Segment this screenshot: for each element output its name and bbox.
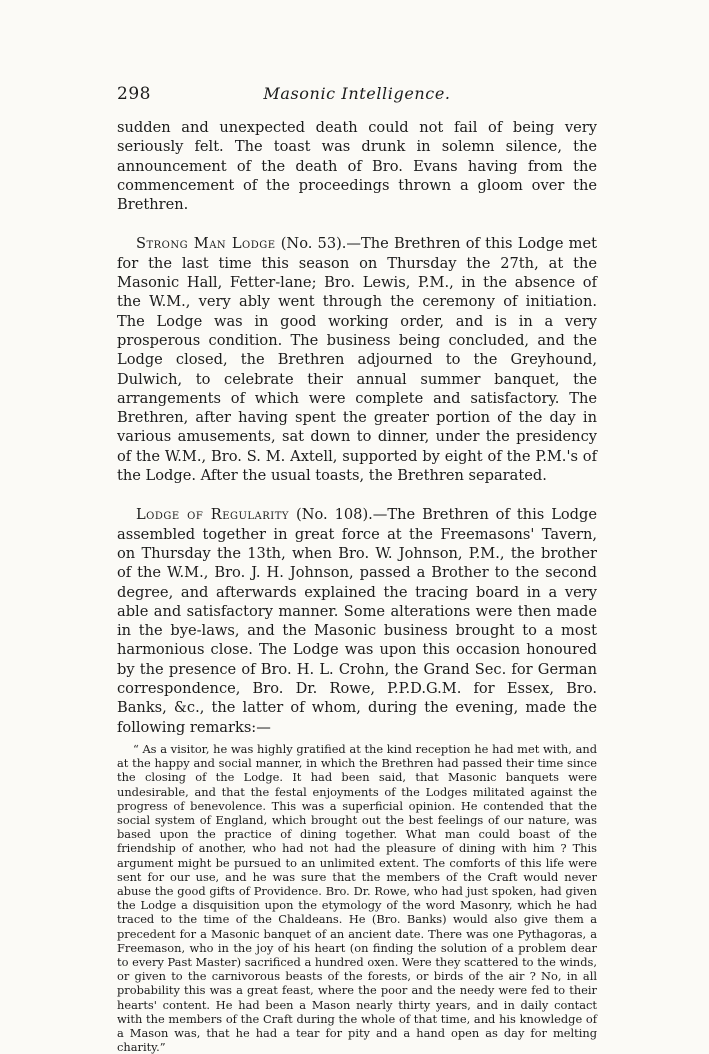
lodge-of-regularity-text: (No. 108).—The Brethren of this Lodge assembled together in great force at the Freemasons' Tavern, on Thursday the 13th, when Bro. W. Johnson, P.M., the brother of the W.M., Bro. J. H. Johnson, passed a Brother to the second degree, and afterwards explained the tracing board in a very able and satisfactory manner. Some alterations were then made in the bye-laws, and the Masonic business brought to a most harmonious close. The Lodge was upon this occasion honoured by the presence of Bro. H. L. Crohn, the Grand Sec. for German correspondence, Bro. Dr. Rowe, P.P.D.G.M. for Essex, Bro. Banks, &c., the latter of whom, during the evening, made the following remarks:—: [117, 506, 597, 736]
paragraph-evans-toast: sudden and unexpected death could not fail of being very seriously felt. The toast was drunk in solemn silence, the announcement of the death of Bro. Evans having from the commencement of the proceedings thrown a gloom over the Brethren.: [117, 119, 597, 214]
page-number: 298: [117, 84, 151, 104]
lodge-heading-strong-man: Strong Man Lodge: [135, 235, 276, 253]
strong-man-lodge-text: (No. 53).—The Brethren of this Lodge met for the last time this season on Thursday the 27th, at the Masonic Hall, Fetter-lane; Bro. Lewis, P.M., in the absence of the W.M., very ably went through the ceremony of initiation. The Lodge was in good working order, and is in a very prosperous condition. The business being concluded, and the Lodge closed, the Brethren adjourned to the Greyhound, Dulwich, to celebrate their annual summer banquet, the arrangements of which were complete and satisfactory. The Brethren, after having spent the greater portion of the day in various amusements, sat down to dinner, under the presidency of the W.M., Bro. S. M. Axtell, supported by eight of the P.M.'s of the Lodge. After the usual toasts, the Brethren separated.: [117, 235, 597, 485]
running-title: Masonic Intelligence.: [263, 84, 451, 103]
quotation-bro-banks: “ As a visitor, he was highly gratified at the kind reception he had met with, and at the happy and social manner, in which the Brethren had passed their time since the closing of the Lodge. It had been said, that Masonic banquets were undesirable, and that the festal enjoyments of the Lodges militated against the progress of benevolence. This was a superficial opinion. He contended that the social system of England, which brought out the best feelings of our nature, was based upon the practice of dining together. What man could boast of the friendship of another, who had not had the pleasure of dining with him ? This argument might be pursued to an unlimited extent. The comforts of this life were sent for our use, and he was sure that the members of the Craft would never abuse the good gifts of Providence. Bro. Dr. Rowe, who had just spoken, had given the Lodge a disquisition upon the etymology of the word Masonry, which he had traced to the time of the Chaldeans. He (Bro. Banks) would also give them a precedent for a Masonic banquet of an ancient date. There was one Pythagoras, a Freemason, who in the joy of his heart (on finding the solution of a problem dear to every Past Master) sacrificed a hundred oxen. Were they scattered to the winds, or given to the carnivorous beasts of the forests, or birds of the air ? No, in all probability this was a great feast, where the poor and the needy were fed to their hearts' content. He had been a Mason nearly thirty years, and in daily contact with the members of the Craft during the whole of that time, and his knowledge of a Mason was, that he had a tear for pity and a hand open as day for melting charity.”: [117, 741, 597, 1054]
lodge-heading-regularity: Lodge of Regularity: [135, 506, 290, 524]
paragraph-strong-man-lodge: [117, 234, 597, 485]
page-header: [117, 84, 597, 110]
paragraph-lodge-of-regularity: [117, 505, 597, 737]
page-body: [117, 118, 597, 1054]
